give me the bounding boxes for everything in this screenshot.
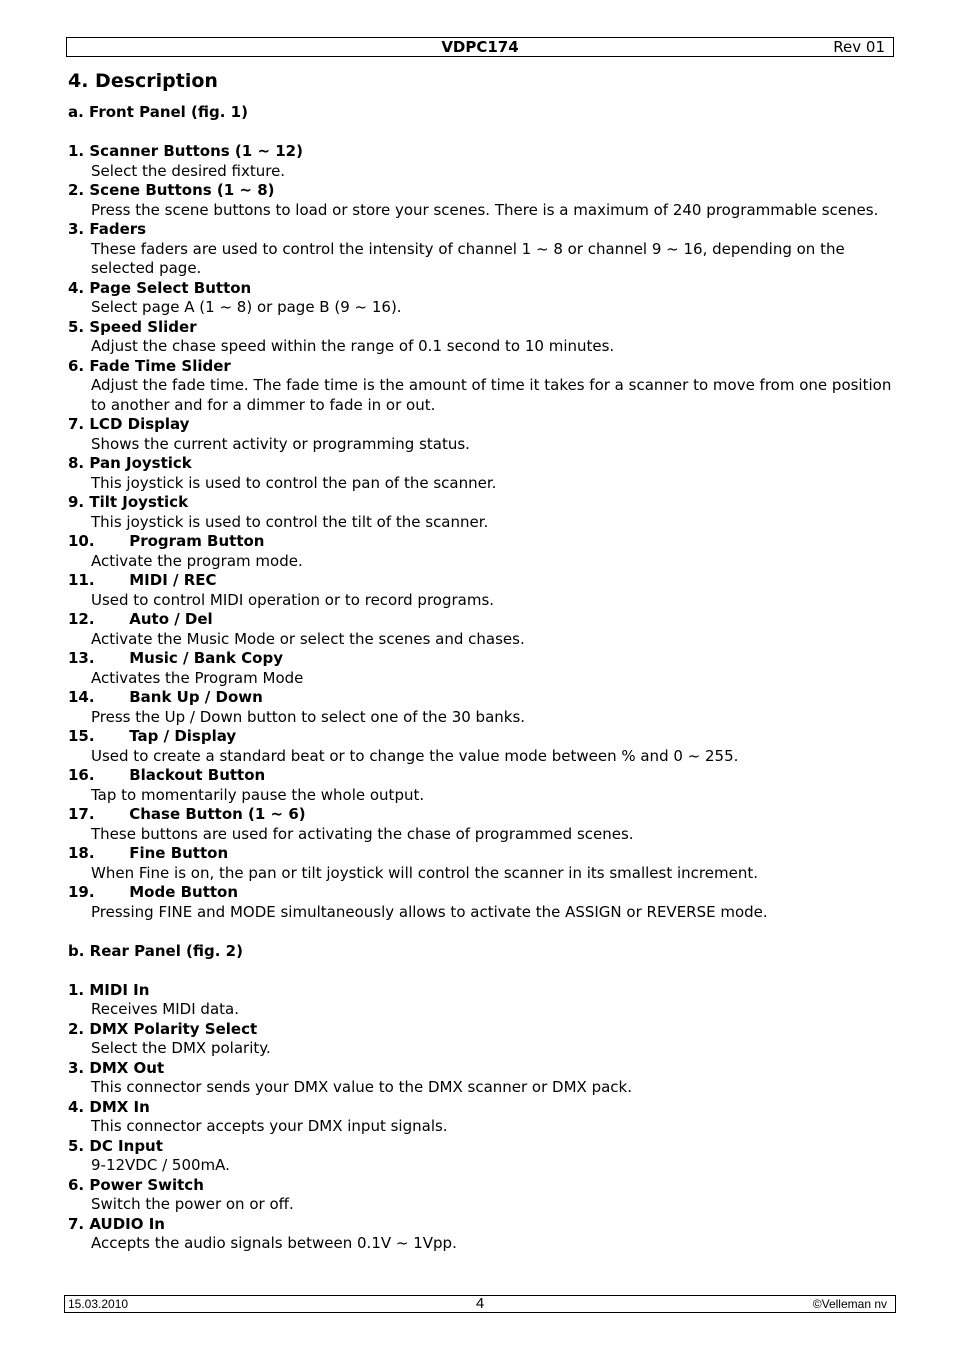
list-item	[68, 1137, 894, 1176]
item-number: 6.	[68, 1175, 85, 1194]
item-title	[68, 142, 894, 162]
list-item	[68, 1215, 894, 1254]
item-description: Used to control MIDI operation or to record programs.	[91, 590, 495, 609]
section-title: 4. Description	[68, 70, 218, 92]
list-item	[68, 415, 894, 454]
item-label: Mode Button	[129, 883, 239, 901]
item-label: DMX Polarity Select	[89, 1019, 258, 1038]
item-label: Program Button	[129, 532, 265, 550]
item-label: LCD Display	[89, 415, 190, 433]
item-number: 9.	[68, 493, 85, 511]
item-number: 17.	[68, 805, 95, 823]
item-number: 5.	[68, 317, 85, 336]
list-item	[68, 649, 894, 688]
item-number: 7.	[68, 1214, 85, 1233]
item-title	[68, 1137, 894, 1157]
item-description: Receives MIDI data.	[91, 1000, 239, 1018]
rear-panel-list	[68, 981, 894, 1254]
page-number: 4	[475, 1295, 485, 1312]
item-title	[68, 610, 894, 630]
list-item	[68, 454, 894, 493]
list-item	[68, 610, 894, 649]
item-description: Tap to momentarily pause the whole output.	[91, 785, 425, 804]
item-label: Fade Time Slider	[89, 356, 231, 375]
item-number: 16.	[68, 766, 95, 784]
item-number: 1.	[68, 142, 85, 160]
item-number: 4.	[68, 1097, 85, 1116]
page-header	[66, 37, 894, 57]
item-label: Music / Bank Copy	[129, 649, 283, 667]
item-number: 13.	[68, 649, 95, 667]
item-description: Adjust the chase speed within the range of 0.1 second to 10 minutes.	[91, 337, 615, 355]
list-item	[68, 357, 894, 416]
item-title	[68, 357, 894, 377]
footer-copyright: ©Velleman nv	[812, 1297, 887, 1311]
item-description: Activate the program mode.	[91, 551, 303, 570]
item-description: Accepts the audio signals between 0.1V ~ 1Vpp.	[91, 1234, 457, 1252]
item-label: Page Select Button	[89, 278, 252, 297]
list-item	[68, 493, 894, 532]
item-number: 6.	[68, 356, 85, 375]
item-title	[68, 454, 894, 474]
item-label: Scene Buttons (1 ~ 8)	[89, 181, 275, 199]
item-label: DC Input	[89, 1136, 163, 1155]
item-title	[68, 883, 894, 903]
list-item	[68, 142, 894, 181]
rear-panel-heading: b. Rear Panel (fig. 2)	[68, 941, 243, 960]
item-description: Switch the power on or off.	[91, 1195, 294, 1213]
item-description: 9-12VDC / 500mA.	[91, 1156, 230, 1174]
item-number: 7.	[68, 415, 85, 433]
item-title	[68, 1176, 894, 1196]
item-description: Adjust the fade time. The fade time is the amount of time it takes for a scanner to move from one position to another and for a dimmer to fade in or out.	[91, 376, 892, 414]
list-item	[68, 844, 894, 883]
item-number: 15.	[68, 727, 95, 745]
list-item	[68, 883, 894, 922]
item-label: Scanner Buttons (1 ~ 12)	[89, 142, 303, 160]
item-title	[68, 571, 894, 591]
item-title	[68, 1098, 894, 1118]
item-title	[68, 805, 894, 825]
item-description: These buttons are used for activating the chase of programmed scenes.	[91, 824, 634, 843]
item-title	[68, 318, 894, 338]
list-item	[68, 532, 894, 571]
item-title	[68, 727, 894, 747]
item-label: Faders	[89, 220, 147, 238]
item-label: Auto / Del	[129, 610, 213, 628]
item-description: This connector accepts your DMX input signals.	[91, 1117, 448, 1135]
item-number: 14.	[68, 688, 95, 706]
item-label: Fine Button	[129, 844, 229, 862]
item-label: Tap / Display	[129, 727, 237, 745]
item-number: 19.	[68, 883, 95, 901]
list-item	[68, 181, 894, 220]
item-label: Speed Slider	[89, 317, 197, 336]
item-number: 5.	[68, 1136, 85, 1155]
item-title	[68, 1020, 894, 1040]
item-title	[68, 415, 894, 435]
item-label: DMX In	[89, 1097, 150, 1116]
item-description: Select the desired fixture.	[91, 161, 286, 180]
item-number: 3.	[68, 1058, 85, 1077]
item-description: Select the DMX polarity.	[91, 1039, 271, 1057]
item-description: Pressing FINE and MODE simultaneously allows to activate the ASSIGN or REVERSE mode.	[91, 902, 768, 921]
item-number: 1.	[68, 980, 85, 999]
model-name: VDPC174	[441, 38, 519, 56]
item-description: Press the scene buttons to load or store your scenes. There is a maximum of 240 programmable scenes.	[91, 200, 879, 219]
item-number: 3.	[68, 220, 85, 238]
item-description: This connector sends your DMX value to the DMX scanner or DMX pack.	[91, 1078, 632, 1096]
item-number: 18.	[68, 844, 95, 862]
item-description: These faders are used to control the intensity of channel 1 ~ 8 or channel 9 ~ 16, depending on the selected page.	[91, 239, 845, 277]
item-number: 12.	[68, 610, 95, 628]
list-item	[68, 1098, 894, 1137]
item-title	[68, 279, 894, 299]
item-title	[68, 532, 894, 552]
item-description: Activates the Program Mode	[91, 668, 304, 687]
item-title	[68, 181, 894, 201]
item-number: 11.	[68, 571, 95, 589]
item-title	[68, 649, 894, 669]
item-title	[68, 1215, 894, 1235]
item-number: 10.	[68, 532, 95, 550]
item-label: Power Switch	[89, 1175, 204, 1194]
item-number: 8.	[68, 454, 85, 472]
item-title	[68, 688, 894, 708]
item-number: 4.	[68, 278, 85, 297]
item-label: MIDI In	[89, 980, 150, 999]
list-item	[68, 318, 894, 357]
item-description: Shows the current activity or programming status.	[91, 434, 470, 453]
page-footer	[64, 1295, 896, 1313]
item-label: Pan Joystick	[89, 454, 192, 472]
item-description: When Fine is on, the pan or tilt joystick will control the scanner in its smallest increment.	[91, 863, 758, 882]
item-description: This joystick is used to control the tilt of the scanner.	[91, 512, 489, 531]
list-item	[68, 1176, 894, 1215]
list-item	[68, 766, 894, 805]
list-item	[68, 279, 894, 318]
item-number: 2.	[68, 181, 85, 199]
item-number: 2.	[68, 1019, 85, 1038]
item-label: Blackout Button	[129, 766, 266, 784]
item-description: Press the Up / Down button to select one of the 30 banks.	[91, 707, 526, 726]
page-content	[68, 66, 894, 1254]
list-item	[68, 688, 894, 727]
list-item	[68, 1020, 894, 1059]
item-description: Used to create a standard beat or to change the value mode between % and 0 ~ 255.	[91, 746, 739, 765]
item-title	[68, 766, 894, 786]
item-description: This joystick is used to control the pan of the scanner.	[91, 473, 497, 492]
list-item	[68, 571, 894, 610]
footer-date: 15.03.2010	[68, 1297, 129, 1311]
item-title	[68, 220, 894, 240]
item-label: Bank Up / Down	[129, 688, 263, 706]
item-title	[68, 493, 894, 513]
front-panel-heading: a. Front Panel (fig. 1)	[68, 103, 248, 121]
item-title	[68, 981, 894, 1001]
list-item	[68, 1059, 894, 1098]
item-label: Chase Button (1 ~ 6)	[129, 805, 306, 823]
item-label: AUDIO In	[89, 1214, 165, 1233]
front-panel-list	[68, 142, 894, 922]
list-item	[68, 805, 894, 844]
item-label: MIDI / REC	[129, 571, 217, 589]
list-item	[68, 220, 894, 279]
item-label: DMX Out	[89, 1058, 165, 1077]
item-title	[68, 844, 894, 864]
item-description: Activate the Music Mode or select the scenes and chases.	[91, 629, 525, 648]
list-item	[68, 981, 894, 1020]
item-label: Tilt Joystick	[89, 493, 189, 511]
revision-label: Rev 01	[833, 38, 885, 56]
item-title	[68, 1059, 894, 1079]
item-description: Select page A (1 ~ 8) or page B (9 ~ 16).	[91, 298, 402, 316]
list-item	[68, 727, 894, 766]
